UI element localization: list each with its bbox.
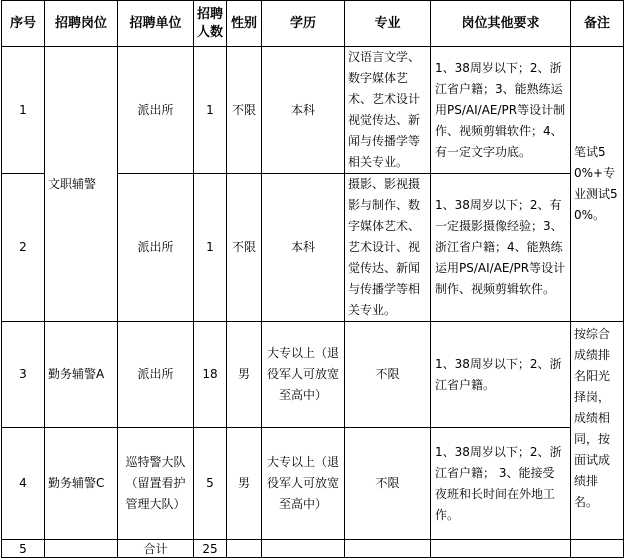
cell-gender: 男 xyxy=(227,322,262,428)
cell-major: 不限 xyxy=(345,322,431,428)
cell-count: 1 xyxy=(194,174,227,322)
cell-major: 汉语言文学、数字媒体艺术、艺术设计视觉传达、新闻与传播学等相关专业。 xyxy=(345,47,431,174)
cell-gender: 不限 xyxy=(227,174,262,322)
cell-position: 勤务辅警C xyxy=(45,428,118,540)
cell-education: 大专以上（退役军人可放宽至高中） xyxy=(262,428,345,540)
cell-requirements: 1、38周岁以下；2、浙江省户籍； 3、能接受夜班和长时间在外地工作。 xyxy=(431,428,571,540)
cell-requirements: 1、38周岁以下；2、浙江省户籍。 xyxy=(431,322,571,428)
table-row xyxy=(2,428,624,540)
total-label: 合计 xyxy=(118,540,194,558)
cell-education: 本科 xyxy=(262,47,345,174)
header-row xyxy=(2,1,624,47)
total-count: 25 xyxy=(194,540,227,558)
recruitment-table xyxy=(1,0,624,558)
cell-gender: 男 xyxy=(227,428,262,540)
cell-remarks: 按综合成绩排名阳光择岗，成绩相同，按面试成绩排名。 xyxy=(571,322,624,540)
total-row xyxy=(2,540,624,558)
cell-position: 文职辅警 xyxy=(45,47,118,322)
cell-requirements: 1、38周岁以下；2、浙江省户籍；3、能熟练运用PS/AI/AE/PR等设计制作、视频剪辑软件；4、有一定文字功底。 xyxy=(431,47,571,174)
cell-unit: 派出所 xyxy=(118,174,194,322)
header-gender: 性别 xyxy=(227,1,262,47)
header-major: 专业 xyxy=(345,1,431,47)
cell-seq: 2 xyxy=(2,174,45,322)
cell-seq: 3 xyxy=(2,322,45,428)
header-education: 学历 xyxy=(262,1,345,47)
header-remarks: 备注 xyxy=(571,1,624,47)
cell-major: 摄影、影视摄影与制作、数字媒体艺术、艺术设计、视觉传达、新闻与传播学等相关专业。 xyxy=(345,174,431,322)
total-empty-education xyxy=(262,540,345,558)
header-requirements: 岗位其他要求 xyxy=(431,1,571,47)
header-count: 招聘人数 xyxy=(194,1,227,47)
total-seq: 5 xyxy=(2,540,45,558)
header-seq: 序号 xyxy=(2,1,45,47)
cell-gender: 不限 xyxy=(227,47,262,174)
cell-requirements: 1、38周岁以下；2、有一定摄影摄像经验；3、浙江省户籍；4、能熟练运用PS/AI/AE/PR等设计制作、视频剪辑软件。 xyxy=(431,174,571,322)
cell-education: 大专以上（退役军人可放宽至高中） xyxy=(262,322,345,428)
total-empty-gender xyxy=(227,540,262,558)
cell-seq: 1 xyxy=(2,47,45,174)
header-unit: 招聘单位 xyxy=(118,1,194,47)
cell-major: 不限 xyxy=(345,428,431,540)
header-position: 招聘岗位 xyxy=(45,1,118,47)
table-row xyxy=(2,47,624,174)
total-empty-requirements xyxy=(431,540,571,558)
cell-count: 1 xyxy=(194,47,227,174)
cell-position: 勤务辅警A xyxy=(45,322,118,428)
cell-remarks: 笔试50%+专业测试50%。 xyxy=(571,47,624,322)
cell-count: 18 xyxy=(194,322,227,428)
total-empty-position xyxy=(45,540,118,558)
cell-education: 本科 xyxy=(262,174,345,322)
total-empty-major xyxy=(345,540,431,558)
total-empty-remarks xyxy=(571,540,624,558)
cell-seq: 4 xyxy=(2,428,45,540)
cell-count: 5 xyxy=(194,428,227,540)
cell-unit: 派出所 xyxy=(118,47,194,174)
cell-unit: 派出所 xyxy=(118,322,194,428)
table-row xyxy=(2,322,624,428)
cell-unit: 巡特警大队（留置看护管理大队） xyxy=(118,428,194,540)
